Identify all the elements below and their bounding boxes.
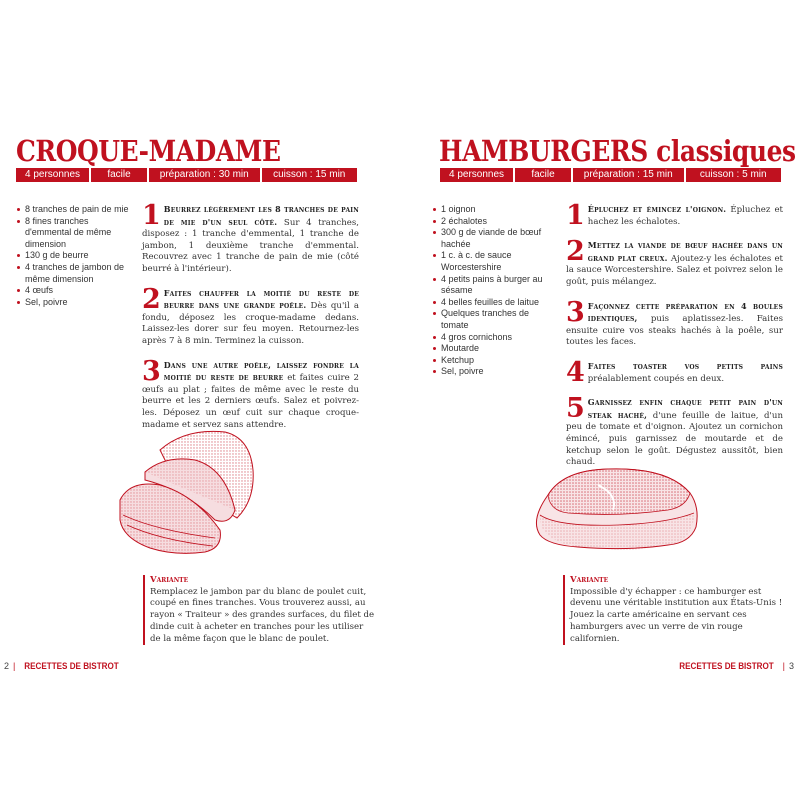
ingredient-item: 2 échalotes bbox=[433, 216, 551, 228]
cook-time: cuisson : 5 min bbox=[699, 169, 767, 180]
step-lead: Faites chauffer la moitié du reste de beurre dans une grande poêle. bbox=[163, 287, 359, 311]
variante-box bbox=[563, 575, 795, 645]
servings: 4 personnes bbox=[440, 168, 515, 182]
step-number: 3 bbox=[566, 296, 585, 328]
recipe-title-main: HAMBURGERS bbox=[439, 134, 648, 168]
step-text: Dès qu'il a fondu, déposez les croque-madame dedans. Laissez-les dorer sur feu moyen. Retournez-les après 7 à 8 min. Terminez la cuisson. bbox=[142, 301, 359, 346]
step bbox=[566, 236, 783, 288]
step-number: 5 bbox=[566, 393, 585, 425]
ingredient-item: 4 tranches de jambon de même dimension bbox=[17, 262, 135, 285]
step bbox=[142, 200, 359, 276]
ingredient-item: Sel, poivre bbox=[433, 366, 551, 378]
recipe-title-suffix: classiques bbox=[647, 134, 796, 168]
steps bbox=[142, 200, 359, 443]
ingredient-item: Moutarde bbox=[433, 343, 551, 355]
ingredient-item: 130 g de beurre bbox=[17, 250, 135, 262]
step bbox=[142, 355, 359, 432]
ingredient-item: 8 tranches de pain de mie bbox=[17, 204, 135, 216]
step bbox=[566, 356, 783, 388]
servings: 4 personnes bbox=[16, 168, 91, 182]
step bbox=[566, 393, 783, 469]
footer-separator: | bbox=[782, 661, 785, 671]
page-right bbox=[400, 0, 800, 800]
step-lead: Beurrez légèrement les 8 tranches de pain de mie d'un seul côté. bbox=[163, 204, 359, 227]
cook-time: cuisson : 15 min bbox=[273, 169, 346, 180]
step-text: Sur 4 tranches, disposez : 1 tranche d'emmental, 1 tranche de jambon, 1 deuxième tranche d'emmental. Recouvrez avec 1 tranche de pain de mie (côté beurré à l'intérieur). bbox=[142, 217, 359, 274]
ingredient-item: 4 œufs bbox=[17, 285, 135, 297]
step-lead: Façonnez cette préparation en 4 boules identiques, bbox=[587, 300, 783, 324]
step-text: Ajoutez-y les échalotes et la sauce Worcestershire. Salez et poivrez selon le goût, puis mélangez. bbox=[566, 253, 783, 287]
ingredient-item: Sel, poivre bbox=[17, 297, 135, 309]
ingredient-item: 300 g de viande de bœuf hachée bbox=[433, 227, 551, 250]
ingredient-item: 1 c. à c. de sauce Worcestershire bbox=[433, 250, 551, 273]
ingredient-item: 8 fines tranches d'emmental de même dimension bbox=[17, 216, 135, 251]
page-footer bbox=[4, 661, 124, 671]
ingredients-list bbox=[17, 204, 135, 308]
step bbox=[566, 200, 783, 231]
page-footer bbox=[674, 661, 794, 671]
ingredients-list bbox=[433, 204, 551, 378]
ingredient-item: 4 petits pains à burger au sésame bbox=[433, 274, 551, 297]
step-number: 1 bbox=[566, 200, 585, 231]
step-text: d'une feuille de laitue, d'un peu de tomate et d'oignon. Ajoutez un cornichon émincé, puis garnissez de moutarde et de ketchup selon le goût. Dégustez aussitôt, bien chaud. bbox=[566, 410, 783, 468]
variante-heading: Variante bbox=[150, 575, 189, 585]
step-lead: Faites toaster vos petits pains bbox=[587, 360, 783, 371]
difficulty: facile bbox=[515, 168, 573, 182]
recipe-info-bar bbox=[440, 168, 781, 182]
step-lead: Épluchez et émincez l'oignon. bbox=[587, 204, 727, 214]
variante-box bbox=[143, 575, 375, 645]
ingredient-item: 4 gros cornichons bbox=[433, 332, 551, 344]
step-number: 2 bbox=[142, 283, 161, 315]
running-head: RECETTES DE BISTROT bbox=[678, 661, 774, 671]
page-number: 2 bbox=[4, 661, 10, 671]
step bbox=[142, 283, 359, 348]
ingredient-item: Ketchup bbox=[433, 355, 551, 367]
footer-separator: | bbox=[13, 661, 16, 671]
step-number: 1 bbox=[142, 200, 161, 231]
step-text: puis aplatissez-les. Faites ensuite cuire vos steaks hachés à la poêle, sur toutes les faces. bbox=[566, 314, 783, 348]
recipe-info-bar bbox=[16, 168, 357, 182]
ingredient-item: 1 oignon bbox=[433, 204, 551, 216]
page-number: 3 bbox=[788, 661, 794, 671]
variante-text: Remplacez le jambon par du blanc de poulet cuit, coupé en fines tranches. Vous trouverez aussi, au rayon « Traiteur » des grandes surfaces, du filet de dinde cuit à acheter en tranches pour les utiliser de la même façon que le blanc de poulet. bbox=[150, 586, 375, 644]
difficulty: facile bbox=[91, 168, 149, 182]
steps bbox=[566, 200, 783, 481]
recipe-title bbox=[16, 134, 281, 168]
step-text: préalablement coupés en deux. bbox=[587, 373, 725, 384]
step-lead: Dans une autre poêle, laissez fondre la moitié du reste de beurre bbox=[163, 359, 359, 383]
prep-time: préparation : 15 min bbox=[573, 168, 686, 182]
variante-text: Impossible d'y échapper : ce hamburger est devenu une véritable institution aux États-Unis ! Jouez la carte américaine en servant ces hamburgers avec un verre de vin rouge californien. bbox=[570, 586, 783, 644]
step-text: et faites cuire 2 œufs au plat ; faites de même avec le reste du beurre et les 2 derniers œufs. Salez et poivrez-les. Déposez un œuf cuit sur chaque croque-madame et servez sans attendre. bbox=[142, 373, 359, 430]
step-number: 3 bbox=[142, 355, 161, 387]
step-number: 2 bbox=[566, 236, 585, 268]
step bbox=[566, 296, 783, 349]
recipe-title-main: CROQUE-MADAME bbox=[16, 134, 281, 168]
running-head: RECETTES DE BISTROT bbox=[24, 661, 120, 671]
prep-time: préparation : 30 min bbox=[149, 168, 262, 182]
recipe-title bbox=[439, 134, 796, 168]
variante-heading: Variante bbox=[570, 575, 609, 585]
step-lead: Garnissez enfin chaque petit pain d'un steak haché, bbox=[587, 397, 783, 420]
step-lead: Mettez la viande de bœuf hachée dans un grand plat creux. bbox=[587, 240, 783, 263]
step-number: 4 bbox=[566, 356, 585, 388]
step-text: Épluchez et hachez les échalotes. bbox=[587, 205, 783, 227]
ingredient-item: Quelques tranches de tomate bbox=[433, 308, 551, 331]
ingredient-item: 4 belles feuilles de laitue bbox=[433, 297, 551, 309]
